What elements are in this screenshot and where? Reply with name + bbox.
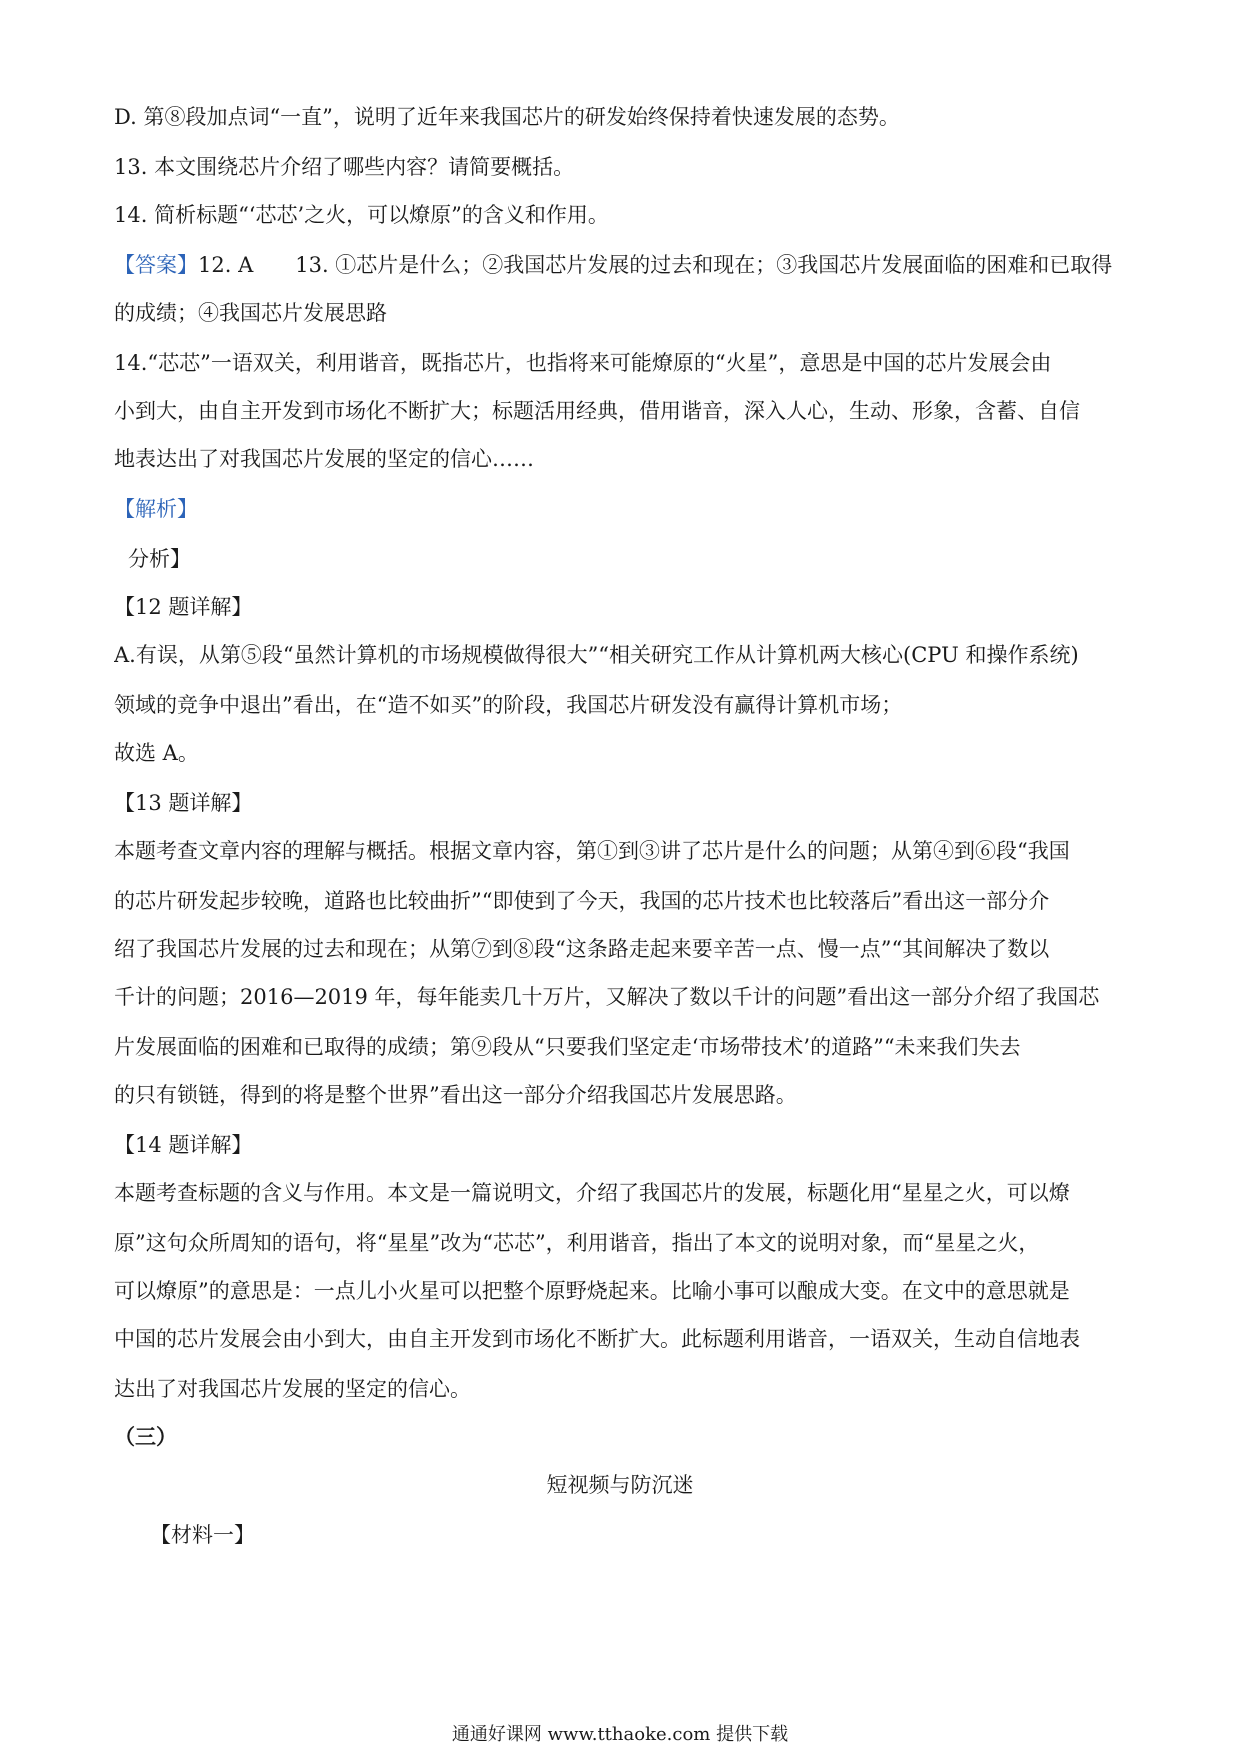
answer-14-line-1: 14.“芯芯”一语双关，利用谐音，既指芯片，也指将来可能燎原的“火星”，意思是中国的芯片发展会由 (114, 351, 1052, 375)
detail-14-line-1: 本题考查标题的含义与作用。本文是一篇说明文，介绍了我国芯片的发展，标题化用“星星之火，可以燎 (114, 1181, 1070, 1205)
answer-14-line-2: 小到大，由自主开发到市场化不断扩大；标题活用经典，借用谐音，深入人心，生动、形象，含蓄、自信 (114, 399, 1080, 423)
detail-14-line-2: 原”这句众所周知的语句，将“星星”改为“芯芯”，利用谐音，指出了本文的说明对象，而“星星之火， (114, 1231, 1040, 1255)
detail-12-heading: 【12 题详解】 (114, 595, 253, 619)
detail-14-line-3: 可以燎原”的意思是：一点儿小火星可以把整个原野烧起来。比喻小事可以酿成大变。在文中的意思就是 (114, 1279, 1070, 1303)
footer-site-name: 通通好课网 (451, 1724, 542, 1745)
material-one-label: 【材料一】 (150, 1523, 255, 1547)
footer-url-link[interactable]: www.tthaoke.com (547, 1724, 711, 1745)
detail-14-heading: 【14 题详解】 (114, 1133, 253, 1157)
detail-13-line-1: 本题考查文章内容的理解与概括。根据文章内容，第①到③讲了芯片是什么的问题；从第④到⑥段“我国 (114, 839, 1070, 863)
detail-14-line-5: 达出了对我国芯片发展的坚定的信心。 (114, 1377, 471, 1401)
question-14: 14. 简析标题“‘芯芯’之火，可以燎原”的含义和作用。 (114, 203, 609, 227)
detail-12-line-1: A.有误，从第⑤段“虽然计算机的市场规模做得很大”“相关研究工作从计算机两大核心(CPU 和操作系统) (114, 643, 1079, 667)
answer-text-1: 12. A 13. ①芯片是什么；②我国芯片发展的过去和现在；③我国芯片发展面临的困难和已取得 (198, 253, 1113, 277)
footer-suffix: 提供下载 (716, 1724, 789, 1745)
analysis-subheading: 分析】 (128, 547, 191, 571)
option-d-text: D. 第⑧段加点词“一直”，说明了近年来我国芯片的研发始终保持着快速发展的态势。 (114, 105, 900, 129)
detail-13-line-4: 千计的问题；2016—2019 年，每年能卖几十万片，又解决了数以千计的问题”看出这一部分介绍了我国芯 (114, 985, 1100, 1009)
answer-line-1 (114, 250, 1134, 280)
detail-12-line-3: 故选 A。 (114, 741, 199, 765)
section-number: （三） (114, 1424, 177, 1449)
detail-12-line-2: 领域的竞争中退出”看出，在“造不如买”的阶段，我国芯片研发没有赢得计算机市场； (114, 693, 903, 717)
detail-13-line-2: 的芯片研发起步较晚，道路也比较曲折”“即使到了今天，我国的芯片技术也比较落后”看出这一部分介 (114, 889, 1050, 913)
answer-line-2: 的成绩；④我国芯片发展思路 (114, 301, 387, 325)
detail-13-line-5: 片发展面临的困难和已取得的成绩；第⑨段从“只要我们坚定走‘市场带技术’的道路”“未来我们失去 (114, 1035, 1021, 1059)
page-footer (0, 1722, 1240, 1748)
detail-13-line-3: 绍了我国芯片发展的过去和现在；从第⑦到⑧段“这条路走起来要辛苦一点、慢一点”“其间解决了数以 (114, 937, 1050, 961)
detail-14-line-4: 中国的芯片发展会由小到大，由自主开发到市场化不断扩大。此标题利用谐音，一语双关，生动自信地表 (114, 1327, 1080, 1351)
question-13: 13. 本文围绕芯片介绍了哪些内容？请简要概括。 (114, 155, 575, 179)
section-title: 短视频与防沉迷 (546, 1473, 694, 1497)
answer-14-line-3: 地表达出了对我国芯片发展的坚定的信心…… (114, 447, 534, 471)
detail-13-heading: 【13 题详解】 (114, 791, 253, 815)
detail-13-line-6: 的只有锁链，得到的将是整个世界”看出这一部分介绍我国芯片发展思路。 (114, 1083, 797, 1107)
analysis-label: 【解析】 (114, 497, 198, 521)
answer-label: 【答案】 (114, 253, 198, 277)
